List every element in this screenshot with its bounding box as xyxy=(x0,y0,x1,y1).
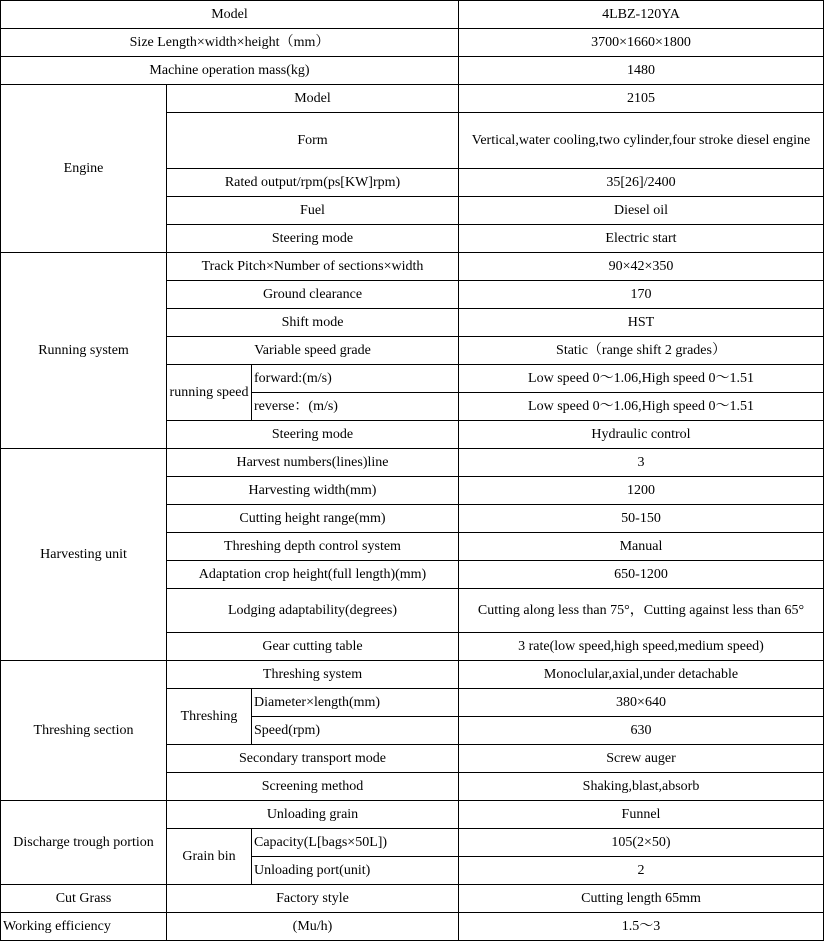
running-clearance-value: 170 xyxy=(459,281,824,309)
running-shift-label: Shift mode xyxy=(167,309,459,337)
efficiency-group-label: Working efficiency xyxy=(1,913,167,941)
engine-form-label: Form xyxy=(167,113,459,169)
model-value: 4LBZ-120YA xyxy=(459,1,824,29)
running-track-value: 90×42×350 xyxy=(459,253,824,281)
engine-steering-label: Steering mode xyxy=(167,225,459,253)
threshing-screening-value: Shaking,blast,absorb xyxy=(459,773,824,801)
row-engine-model xyxy=(1,85,824,113)
running-clearance-label: Ground clearance xyxy=(167,281,459,309)
harvest-numbers-value: 3 xyxy=(459,449,824,477)
engine-fuel-label: Fuel xyxy=(167,197,459,225)
threshing-screening-label: Screening method xyxy=(167,773,459,801)
harvest-numbers-label: Harvest numbers(lines)line xyxy=(167,449,459,477)
model-label: Model xyxy=(1,1,459,29)
threshing-system-value: Monoclular,axial,under detachable xyxy=(459,661,824,689)
running-reverse-label: reverse：(m/s) xyxy=(252,393,459,421)
engine-model-label: Model xyxy=(167,85,459,113)
harvest-gear-table-value: 3 rate(low speed,high speed,medium speed) xyxy=(459,633,824,661)
running-steering-label: Steering mode xyxy=(167,421,459,449)
harvest-depth-control-value: Manual xyxy=(459,533,824,561)
threshing-sub-label: Threshing xyxy=(167,689,252,745)
running-shift-value: HST xyxy=(459,309,824,337)
row-mass xyxy=(1,57,824,85)
threshing-system-label: Threshing system xyxy=(167,661,459,689)
mass-value: 1480 xyxy=(459,57,824,85)
size-label: Size Length×width×height（mm） xyxy=(1,29,459,57)
discharge-unloading-value: Funnel xyxy=(459,801,824,829)
discharge-capacity-value: 105(2×50) xyxy=(459,829,824,857)
engine-group-label: Engine xyxy=(1,85,167,253)
running-grade-value: Static（range shift 2 grades） xyxy=(459,337,824,365)
threshing-speed-value: 630 xyxy=(459,717,824,745)
cut-grass-label: Factory style xyxy=(167,885,459,913)
cut-grass-value: Cutting length 65mm xyxy=(459,885,824,913)
row-efficiency xyxy=(1,913,824,941)
threshing-group-label: Threshing section xyxy=(1,661,167,801)
harvest-width-label: Harvesting width(mm) xyxy=(167,477,459,505)
harvest-cutting-height-value: 50-150 xyxy=(459,505,824,533)
harvest-width-value: 1200 xyxy=(459,477,824,505)
running-grade-label: Variable speed grade xyxy=(167,337,459,365)
running-reverse-value: Low speed 0～1.06,High speed 0～1.51 xyxy=(459,393,824,421)
size-value: 3700×1660×1800 xyxy=(459,29,824,57)
engine-model-value: 2105 xyxy=(459,85,824,113)
discharge-capacity-label: Capacity(L[bags×50L]) xyxy=(252,829,459,857)
row-model xyxy=(1,1,824,29)
threshing-speed-label: Speed(rpm) xyxy=(252,717,459,745)
row-harvest-numbers xyxy=(1,449,824,477)
row-running-track xyxy=(1,253,824,281)
efficiency-label: (Mu/h) xyxy=(167,913,459,941)
threshing-diameter-value: 380×640 xyxy=(459,689,824,717)
running-forward-value: Low speed 0～1.06,High speed 0～1.51 xyxy=(459,365,824,393)
harvest-cutting-height-label: Cutting height range(mm) xyxy=(167,505,459,533)
row-size xyxy=(1,29,824,57)
harvest-depth-control-label: Threshing depth control system xyxy=(167,533,459,561)
engine-output-value: 35[26]/2400 xyxy=(459,169,824,197)
harvesting-group-label: Harvesting unit xyxy=(1,449,167,661)
threshing-transport-label: Secondary transport mode xyxy=(167,745,459,773)
engine-output-label: Rated output/rpm(ps[KW]rpm) xyxy=(167,169,459,197)
discharge-group-label: Discharge trough portion xyxy=(1,801,167,885)
grain-bin-label: Grain bin xyxy=(167,829,252,885)
harvest-lodging-label: Lodging adaptability(degrees) xyxy=(167,589,459,633)
discharge-port-value: 2 xyxy=(459,857,824,885)
cut-grass-group-label: Cut Grass xyxy=(1,885,167,913)
harvest-crop-height-label: Adaptation crop height(full length)(mm) xyxy=(167,561,459,589)
threshing-diameter-label: Diameter×length(mm) xyxy=(252,689,459,717)
discharge-unloading-label: Unloading grain xyxy=(167,801,459,829)
row-cut-grass xyxy=(1,885,824,913)
engine-form-value: Vertical,water cooling,two cylinder,four stroke diesel engine xyxy=(459,113,824,169)
harvest-crop-height-value: 650-1200 xyxy=(459,561,824,589)
row-threshing-system xyxy=(1,661,824,689)
running-track-label: Track Pitch×Number of sections×width xyxy=(167,253,459,281)
discharge-port-label: Unloading port(unit) xyxy=(252,857,459,885)
harvest-gear-table-label: Gear cutting table xyxy=(167,633,459,661)
efficiency-value: 1.5～3 xyxy=(459,913,824,941)
threshing-transport-value: Screw auger xyxy=(459,745,824,773)
running-steering-value: Hydraulic control xyxy=(459,421,824,449)
running-group-label: Running system xyxy=(1,253,167,449)
row-discharge-unloading xyxy=(1,801,824,829)
running-speed-label: running speed xyxy=(167,365,252,421)
running-forward-label: forward:(m/s) xyxy=(252,365,459,393)
mass-label: Machine operation mass(kg) xyxy=(1,57,459,85)
engine-fuel-value: Diesel oil xyxy=(459,197,824,225)
harvest-lodging-value: Cutting along less than 75°，Cutting against less than 65° xyxy=(459,589,824,633)
engine-steering-value: Electric start xyxy=(459,225,824,253)
